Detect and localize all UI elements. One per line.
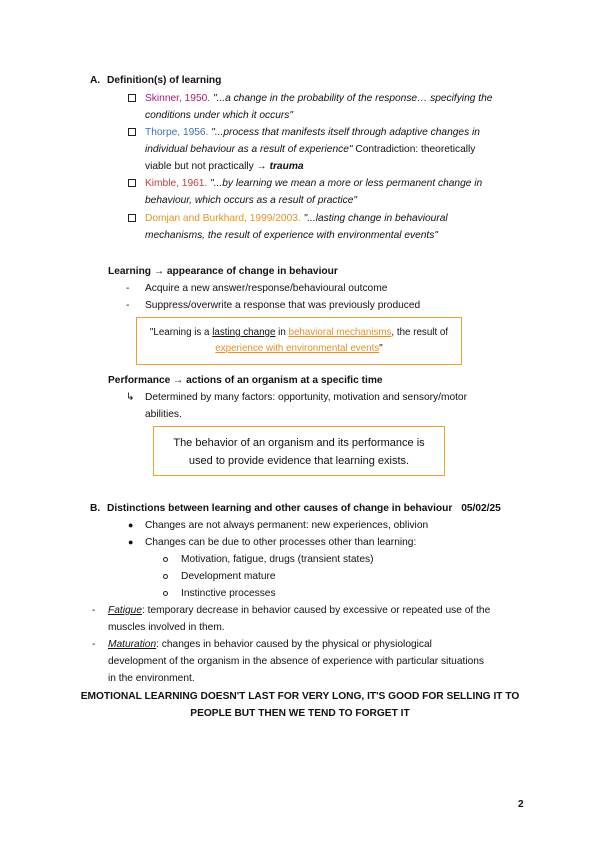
fatigue-text: : temporary decrease in behavior caused by excessive or repeated use of the (141, 605, 491, 616)
dash: - (92, 605, 96, 616)
definition-skinner (0, 90, 600, 126)
box-text: The behavior of an organism and its performance is (173, 437, 425, 449)
fatigue-line: muscles involved in them. (108, 622, 225, 633)
definition-quote-cont: individual behaviour as a result of experience" (145, 144, 353, 155)
definition-quote: "...by learning we mean a more or less permanent change in (210, 178, 483, 189)
note-line: EMOTIONAL LEARNING DOESN'T LAST FOR VERY LONG, IT'S GOOD FOR SELLING IT TO (80, 691, 520, 702)
checkbox[interactable] (128, 94, 136, 102)
section-b-title: Distinctions between learning and other causes of change in behaviour (107, 503, 453, 514)
maturation-line: development of the organism in the absence of experience with particular situations (108, 656, 485, 667)
definition-author: Kimble, 1961. (145, 178, 208, 189)
maturation-text: : changes in behavior caused by the physical or physiological (156, 639, 432, 650)
section-b-date: 05/02/25 (461, 503, 501, 514)
definition-domjan (0, 210, 600, 246)
learning-item: Suppress/overwrite a response that was previously produced (145, 300, 421, 311)
fatigue-line (108, 602, 490, 619)
section-a-heading (90, 72, 221, 89)
sub-item: Instinctive processes (181, 588, 276, 599)
bullet-icon: ● (128, 520, 134, 530)
arrow-icon: ↳ (126, 392, 135, 403)
maturation-line (108, 636, 432, 653)
circle-bullet-icon (163, 557, 168, 562)
learning-item: Acquire a new answer/response/behavioural outcome (145, 283, 388, 294)
box-highlight: behavioral mechanisms (288, 327, 392, 338)
definition-quote: "...a change in the probability of the response… specifying the (212, 93, 493, 104)
bullet-icon: ● (128, 537, 134, 547)
definition-quote-cont: mechanisms, the result of experience with environmental events" (145, 230, 438, 241)
checkbox[interactable] (128, 214, 136, 222)
checkbox[interactable] (128, 179, 136, 187)
emotional-note (60, 688, 540, 722)
section-b-heading (90, 500, 501, 517)
definition-quote-cont: conditions under which it occurs" (145, 110, 294, 121)
definition-line3: viable but not practically → (145, 161, 270, 172)
fatigue-term: Fatigue (108, 605, 142, 616)
definition-author: Domjan and Burkhard, 1999/2003. (145, 213, 301, 224)
definition-thorpe (0, 124, 600, 176)
note-line: PEOPLE BUT THEN WE TEND TO FORGET IT (190, 708, 410, 719)
maturation-line: in the environment. (108, 673, 195, 684)
performance-line: abilities. (145, 409, 182, 420)
section-b-letter: B. (90, 503, 101, 514)
section-a-title: Definition(s) of learning (107, 75, 222, 86)
dash: - (126, 283, 130, 294)
definition-quote-cont: behaviour, which occurs as a result of practice" (145, 195, 357, 206)
bullet-item: Changes can be due to other processes other than learning: (145, 537, 417, 548)
definition-extra: Contradiction: theoretically (352, 144, 476, 155)
maturation-term: Maturation (108, 639, 157, 650)
dash: - (92, 639, 96, 650)
section-a-letter: A. (90, 75, 101, 86)
box-underline: lasting change (212, 327, 276, 338)
box-text: " (379, 343, 383, 354)
box-text: , the result of (391, 327, 449, 338)
circle-bullet-icon (163, 591, 168, 596)
checkbox[interactable] (128, 128, 136, 136)
definition-quote: "...process that manifests itself through adaptive changes in (211, 127, 480, 138)
learning-quote-box (136, 317, 462, 365)
definition-kimble (0, 175, 600, 211)
definition-trauma: trauma (269, 161, 304, 172)
performance-box (153, 426, 445, 476)
box-text: used to provide evidence that learning exists. (188, 455, 410, 467)
definition-author: Skinner, 1950. (145, 93, 211, 104)
dash: - (126, 300, 130, 311)
box-text: "Learning is a (149, 327, 213, 338)
definition-quote: "...lasting change in behavioural (303, 213, 448, 224)
circle-bullet-icon (163, 574, 168, 579)
box-highlight: experience with environmental events (215, 343, 380, 354)
definition-author: Thorpe, 1956. (145, 127, 209, 138)
learning-heading: Learning → appearance of change in behaviour (108, 266, 338, 277)
page-number: 2 (518, 799, 524, 810)
bullet-item: Changes are not always permanent: new experiences, oblivion (145, 520, 429, 531)
sub-item: Development mature (181, 571, 276, 582)
sub-item: Motivation, fatigue, drugs (transient states) (181, 554, 374, 565)
performance-heading: Performance → actions of an organism at a specific time (108, 375, 383, 386)
box-text: in (275, 327, 289, 338)
performance-line: Determined by many factors: opportunity, motivation and sensory/motor (145, 392, 467, 403)
